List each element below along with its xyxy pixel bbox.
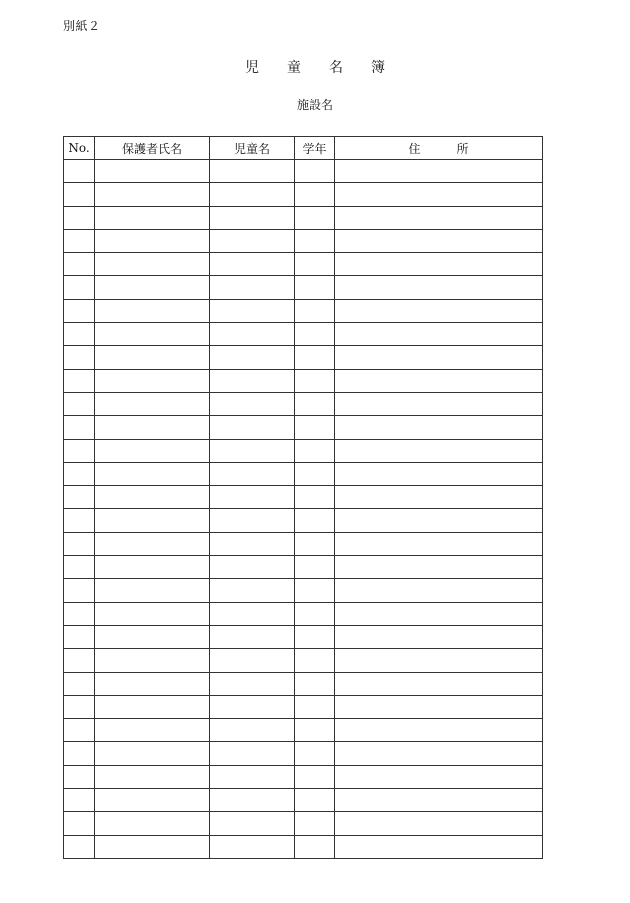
cell-address[interactable] [335, 532, 543, 555]
cell-address[interactable] [335, 812, 543, 835]
header-grade: 学年 [295, 137, 335, 160]
cell-address[interactable] [335, 369, 543, 392]
cell-no[interactable] [64, 299, 95, 322]
table-row [64, 649, 543, 672]
cell-address[interactable] [335, 672, 543, 695]
header-guardian-name: 保護者氏名 [95, 137, 210, 160]
cell-grade[interactable] [295, 742, 335, 765]
cell-child-name[interactable] [210, 346, 295, 369]
cell-grade[interactable] [295, 183, 335, 206]
cell-grade[interactable] [295, 579, 335, 602]
cell-no[interactable] [64, 579, 95, 602]
cell-grade[interactable] [295, 253, 335, 276]
cell-guardian-name[interactable] [95, 206, 210, 229]
table-row [64, 276, 543, 299]
table-row [64, 765, 543, 788]
cell-grade[interactable] [295, 556, 335, 579]
cell-child-name[interactable] [210, 253, 295, 276]
cell-no[interactable] [64, 719, 95, 742]
cell-child-name[interactable] [210, 672, 295, 695]
table-row [64, 416, 543, 439]
cell-guardian-name[interactable] [95, 416, 210, 439]
cell-grade[interactable] [295, 229, 335, 252]
cell-grade[interactable] [295, 835, 335, 858]
cell-child-name[interactable] [210, 416, 295, 439]
cell-child-name[interactable] [210, 392, 295, 415]
cell-guardian-name[interactable] [95, 695, 210, 718]
cell-grade[interactable] [295, 206, 335, 229]
header-no: No. [64, 137, 95, 160]
cell-no[interactable] [64, 323, 95, 346]
table-row [64, 299, 543, 322]
cell-grade[interactable] [295, 672, 335, 695]
cell-child-name[interactable] [210, 299, 295, 322]
cell-grade[interactable] [295, 276, 335, 299]
table-row [64, 672, 543, 695]
cell-no[interactable] [64, 509, 95, 532]
cell-grade[interactable] [295, 160, 335, 183]
cell-address[interactable] [335, 206, 543, 229]
cell-no[interactable] [64, 160, 95, 183]
cell-guardian-name[interactable] [95, 183, 210, 206]
table-row [64, 486, 543, 509]
cell-address[interactable] [335, 229, 543, 252]
cell-address[interactable] [335, 462, 543, 485]
cell-address[interactable] [335, 323, 543, 346]
cell-no[interactable] [64, 206, 95, 229]
table-row [64, 462, 543, 485]
table-row [64, 229, 543, 252]
cell-guardian-name[interactable] [95, 439, 210, 462]
table-row [64, 719, 543, 742]
cell-grade[interactable] [295, 765, 335, 788]
cell-guardian-name[interactable] [95, 579, 210, 602]
table-row [64, 695, 543, 718]
table-row [64, 206, 543, 229]
cell-child-name[interactable] [210, 789, 295, 812]
cell-guardian-name[interactable] [95, 672, 210, 695]
cell-child-name[interactable] [210, 509, 295, 532]
cell-no[interactable] [64, 742, 95, 765]
cell-no[interactable] [64, 229, 95, 252]
cell-guardian-name[interactable] [95, 835, 210, 858]
document-title: 児 童 名 簿 [245, 60, 385, 76]
cell-child-name[interactable] [210, 532, 295, 555]
cell-child-name[interactable] [210, 765, 295, 788]
cell-no[interactable] [64, 532, 95, 555]
table-row [64, 602, 543, 625]
table-row [64, 835, 543, 858]
cell-address[interactable] [335, 299, 543, 322]
attachment-label: 別紙２ [63, 19, 101, 33]
cell-guardian-name[interactable] [95, 462, 210, 485]
cell-no[interactable] [64, 695, 95, 718]
header-address: 住 所 [335, 137, 543, 160]
cell-guardian-name[interactable] [95, 323, 210, 346]
cell-guardian-name[interactable] [95, 532, 210, 555]
cell-guardian-name[interactable] [95, 346, 210, 369]
cell-no[interactable] [64, 486, 95, 509]
cell-guardian-name[interactable] [95, 160, 210, 183]
cell-grade[interactable] [295, 392, 335, 415]
cell-no[interactable] [64, 835, 95, 858]
table-row [64, 532, 543, 555]
cell-no[interactable] [64, 183, 95, 206]
cell-child-name[interactable] [210, 486, 295, 509]
cell-grade[interactable] [295, 439, 335, 462]
cell-address[interactable] [335, 439, 543, 462]
table-row [64, 556, 543, 579]
cell-child-name[interactable] [210, 369, 295, 392]
cell-grade[interactable] [295, 416, 335, 439]
cell-no[interactable] [64, 765, 95, 788]
cell-no[interactable] [64, 556, 95, 579]
cell-no[interactable] [64, 602, 95, 625]
cell-grade[interactable] [295, 486, 335, 509]
cell-guardian-name[interactable] [95, 486, 210, 509]
table-row [64, 392, 543, 415]
cell-grade[interactable] [295, 299, 335, 322]
cell-guardian-name[interactable] [95, 556, 210, 579]
cell-no[interactable] [64, 276, 95, 299]
cell-child-name[interactable] [210, 812, 295, 835]
cell-child-name[interactable] [210, 695, 295, 718]
cell-address[interactable] [335, 509, 543, 532]
cell-address[interactable] [335, 486, 543, 509]
cell-guardian-name[interactable] [95, 649, 210, 672]
cell-child-name[interactable] [210, 183, 295, 206]
cell-address[interactable] [335, 695, 543, 718]
cell-no[interactable] [64, 439, 95, 462]
cell-address[interactable] [335, 276, 543, 299]
cell-guardian-name[interactable] [95, 625, 210, 648]
cell-child-name[interactable] [210, 160, 295, 183]
table-row [64, 742, 543, 765]
cell-child-name[interactable] [210, 742, 295, 765]
cell-guardian-name[interactable] [95, 509, 210, 532]
cell-guardian-name[interactable] [95, 276, 210, 299]
cell-guardian-name[interactable] [95, 765, 210, 788]
cell-grade[interactable] [295, 509, 335, 532]
cell-grade[interactable] [295, 719, 335, 742]
cell-grade[interactable] [295, 789, 335, 812]
cell-no[interactable] [64, 253, 95, 276]
cell-guardian-name[interactable] [95, 719, 210, 742]
cell-address[interactable] [335, 579, 543, 602]
cell-grade[interactable] [295, 625, 335, 648]
cell-child-name[interactable] [210, 229, 295, 252]
facility-name-label: 施設名 [296, 98, 333, 112]
table-header-row [64, 137, 543, 160]
cell-no[interactable] [64, 812, 95, 835]
cell-no[interactable] [64, 649, 95, 672]
table-row [64, 369, 543, 392]
cell-grade[interactable] [295, 695, 335, 718]
cell-no[interactable] [64, 625, 95, 648]
cell-address[interactable] [335, 556, 543, 579]
table-row [64, 160, 543, 183]
cell-address[interactable] [335, 765, 543, 788]
cell-address[interactable] [335, 416, 543, 439]
table-row [64, 789, 543, 812]
cell-child-name[interactable] [210, 835, 295, 858]
header-child-name: 児童名 [210, 137, 295, 160]
cell-no[interactable] [64, 346, 95, 369]
table-row [64, 579, 543, 602]
cell-no[interactable] [64, 416, 95, 439]
cell-no[interactable] [64, 789, 95, 812]
cell-child-name[interactable] [210, 439, 295, 462]
cell-child-name[interactable] [210, 462, 295, 485]
table-row [64, 625, 543, 648]
table-row [64, 346, 543, 369]
children-roster-table [63, 136, 543, 859]
table-row [64, 183, 543, 206]
cell-address[interactable] [335, 789, 543, 812]
cell-address[interactable] [335, 602, 543, 625]
cell-grade[interactable] [295, 602, 335, 625]
cell-child-name[interactable] [210, 323, 295, 346]
cell-child-name[interactable] [210, 649, 295, 672]
cell-guardian-name[interactable] [95, 789, 210, 812]
cell-no[interactable] [64, 392, 95, 415]
cell-grade[interactable] [295, 812, 335, 835]
table-body [64, 160, 543, 859]
cell-address[interactable] [335, 742, 543, 765]
cell-child-name[interactable] [210, 625, 295, 648]
cell-child-name[interactable] [210, 276, 295, 299]
cell-grade[interactable] [295, 462, 335, 485]
cell-guardian-name[interactable] [95, 253, 210, 276]
table-row [64, 439, 543, 462]
cell-no[interactable] [64, 672, 95, 695]
cell-grade[interactable] [295, 346, 335, 369]
cell-guardian-name[interactable] [95, 812, 210, 835]
cell-no[interactable] [64, 369, 95, 392]
cell-address[interactable] [335, 625, 543, 648]
cell-child-name[interactable] [210, 206, 295, 229]
cell-child-name[interactable] [210, 719, 295, 742]
cell-guardian-name[interactable] [95, 229, 210, 252]
cell-address[interactable] [335, 835, 543, 858]
cell-address[interactable] [335, 392, 543, 415]
cell-guardian-name[interactable] [95, 369, 210, 392]
cell-no[interactable] [64, 462, 95, 485]
cell-address[interactable] [335, 253, 543, 276]
cell-grade[interactable] [295, 323, 335, 346]
cell-address[interactable] [335, 649, 543, 672]
cell-address[interactable] [335, 346, 543, 369]
cell-address[interactable] [335, 160, 543, 183]
cell-guardian-name[interactable] [95, 392, 210, 415]
cell-child-name[interactable] [210, 556, 295, 579]
cell-address[interactable] [335, 719, 543, 742]
cell-guardian-name[interactable] [95, 299, 210, 322]
cell-child-name[interactable] [210, 602, 295, 625]
cell-grade[interactable] [295, 532, 335, 555]
table-row [64, 509, 543, 532]
table-row [64, 323, 543, 346]
cell-guardian-name[interactable] [95, 742, 210, 765]
cell-guardian-name[interactable] [95, 602, 210, 625]
cell-address[interactable] [335, 183, 543, 206]
table-row [64, 812, 543, 835]
table-row [64, 253, 543, 276]
cell-grade[interactable] [295, 649, 335, 672]
cell-child-name[interactable] [210, 579, 295, 602]
cell-grade[interactable] [295, 369, 335, 392]
